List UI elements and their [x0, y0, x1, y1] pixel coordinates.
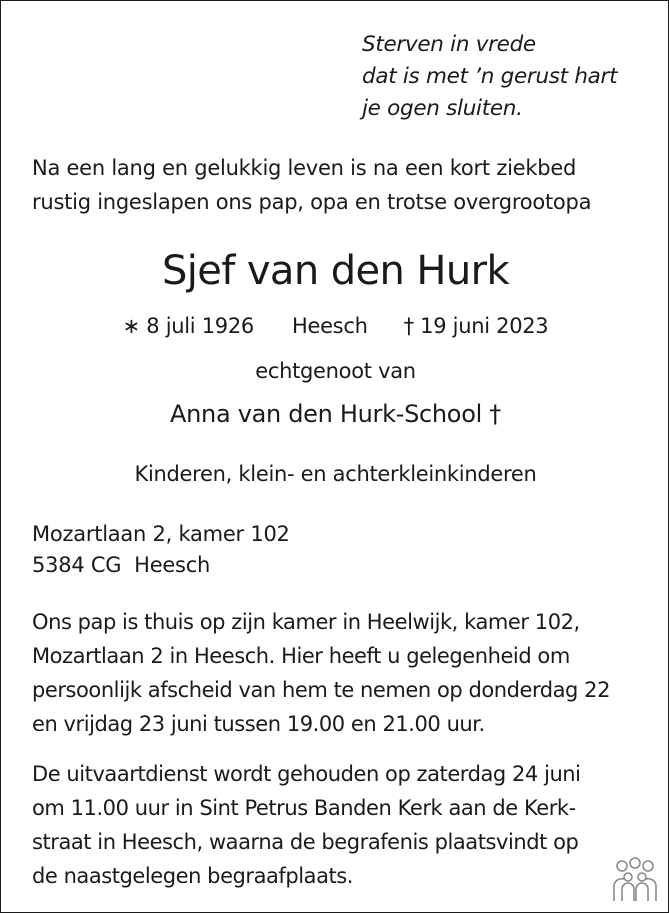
address [32, 519, 290, 581]
paragraph-line: en vrijdag 23 juni tussen 19.00 en 21.00 uur. [32, 712, 485, 736]
intro-line: rustig ingeslapen ons pap, opa en trotse overgrootopa [32, 190, 592, 214]
life-dates [1, 309, 669, 343]
address-line: 5384 CG Heesch [32, 553, 211, 577]
family-line: Kinderen, klein- en achterkleinkinderen [134, 462, 537, 486]
spouse-name: Anna van den Hurk-School † [170, 400, 501, 428]
poem [362, 29, 617, 125]
poem-line: dat is met ’n gerust hart [362, 64, 618, 89]
address-line: Mozartlaan 2, kamer 102 [32, 522, 290, 546]
family-figures-icon [610, 857, 660, 903]
spouse-label: echtgenoot van [255, 359, 416, 383]
paragraph-line: Mozartlaan 2 in Heesch. Hier heeft u gelegenheid om [32, 644, 570, 668]
poem-line: Sterven in vrede [362, 32, 536, 57]
family-figures-svg [610, 857, 660, 903]
intro-text [32, 151, 591, 219]
intro-line: Na een lang en gelukkig leven is na een kort ziekbed [32, 156, 577, 180]
service-paragraph [32, 757, 581, 893]
poem-line: je ogen sluiten. [362, 96, 523, 121]
paragraph-line: de naastgelegen begraafplaats. [32, 864, 353, 888]
death-date: † 19 juni 2023 [403, 314, 549, 338]
birth-date: ∗ 8 juli 1926 [122, 314, 254, 338]
paragraph-line: straat in Heesch, waarna de begrafenis plaatsvindt op [32, 830, 579, 854]
paragraph-line: Ons pap is thuis op zijn kamer in Heelwijk, kamer 102, [32, 610, 580, 634]
paragraph-line: persoonlijk afscheid van hem te nemen op donderdag 22 [32, 678, 610, 702]
paragraph-line: De uitvaartdienst wordt gehouden op zaterdag 24 juni [32, 762, 581, 786]
place-name: Heesch [291, 314, 368, 338]
visit-paragraph [32, 605, 610, 741]
deceased-name: Sjef van den Hurk [161, 248, 510, 294]
paragraph-line: om 11.00 uur in Sint Petrus Banden Kerk aan de Kerk- [32, 796, 576, 820]
